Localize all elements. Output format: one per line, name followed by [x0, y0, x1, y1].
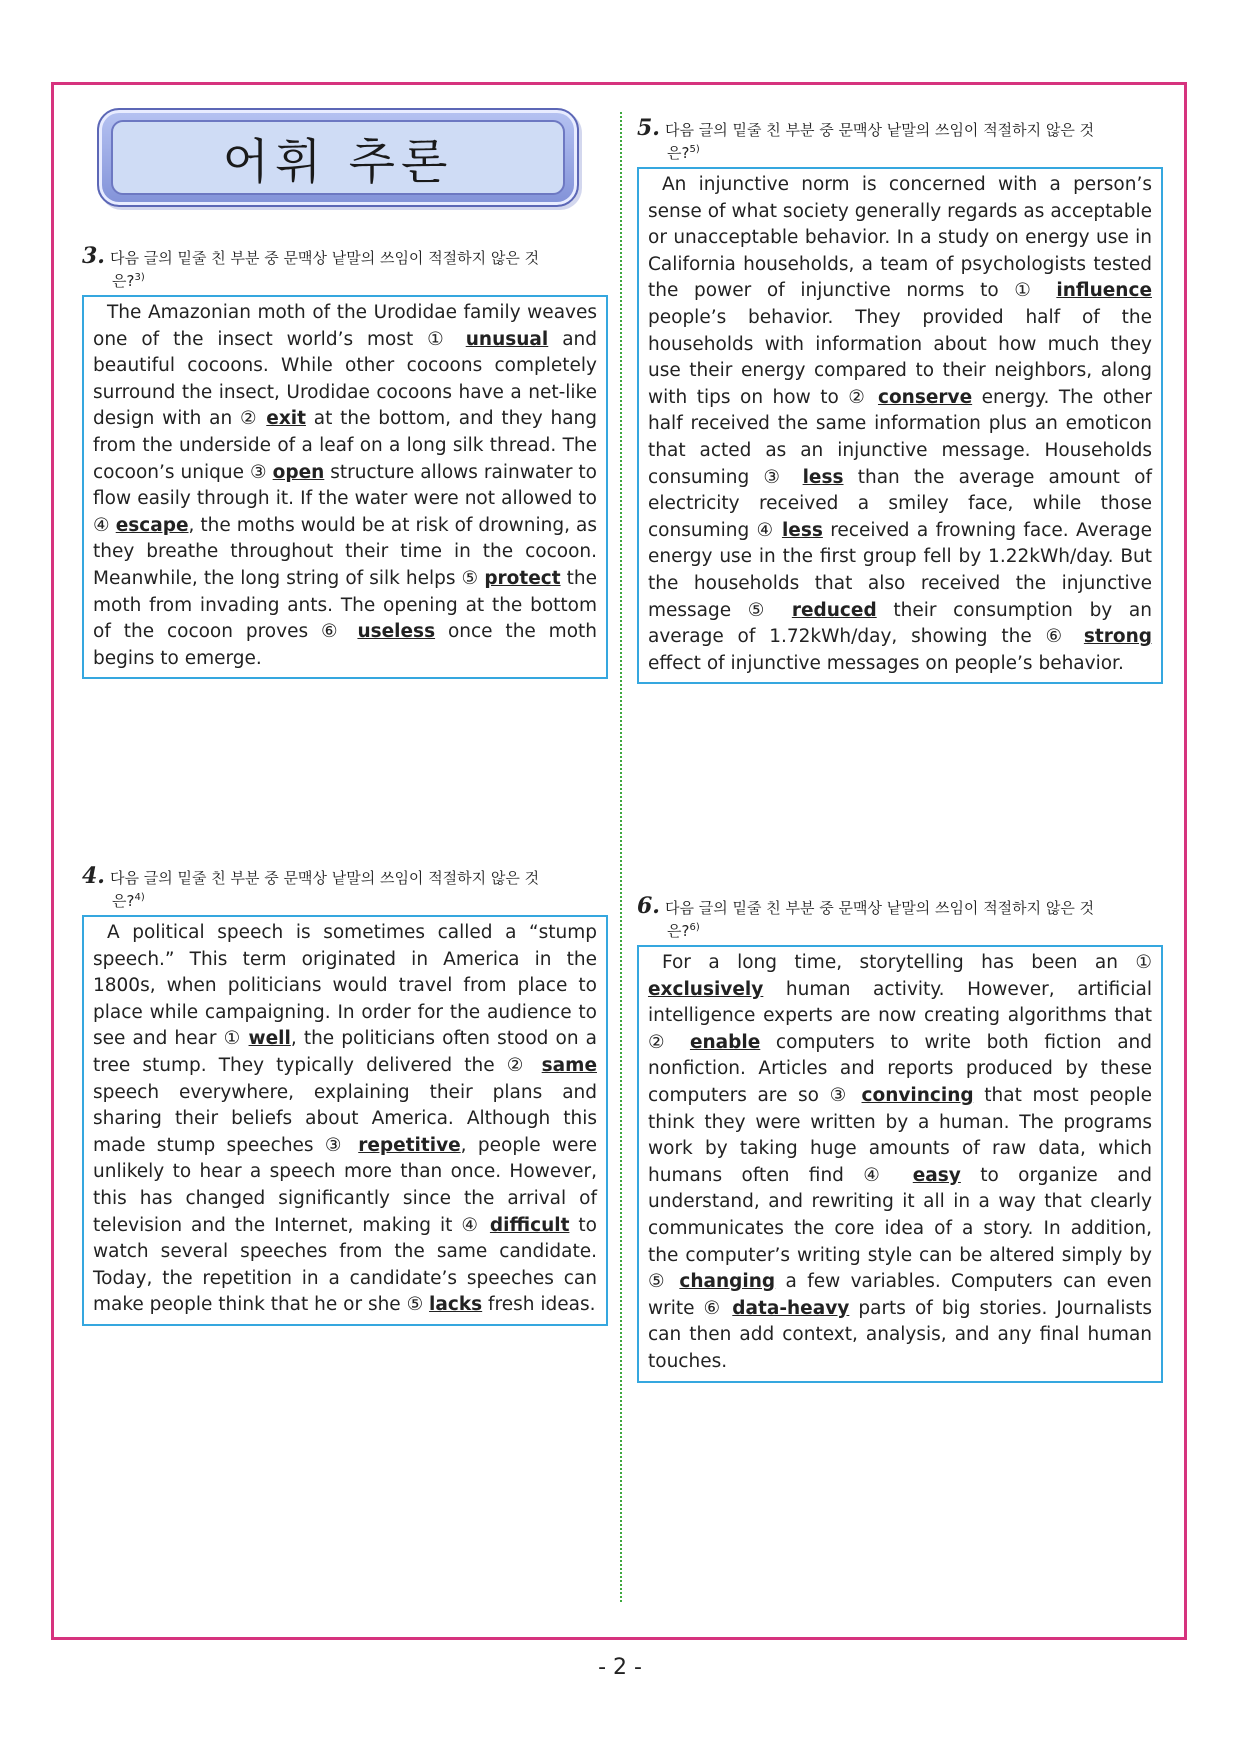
underlined-word: well	[248, 1028, 291, 1050]
passage-text: For a long time, storytelling has been an ①	[662, 952, 1152, 973]
passage-text: to organize and understand, and rewriting it all in a way that clearly communicates the core idea of a story. In addition, the computer’s writing style can be altered simply by ⑤	[648, 1164, 1152, 1293]
passage-text: , the politicians often stood on a tree stump. They typically delivered the ②	[93, 1028, 597, 1076]
title-banner-inner	[111, 120, 565, 195]
underlined-word: same	[541, 1054, 597, 1076]
prompt-text-cont: 은?	[667, 922, 690, 940]
passage-text: once the moth begins to emerge.	[93, 621, 597, 669]
passage-text: people’s behavior. They provided half of the households with information about how much they use their energy compared to their neighbors, along with tips on how to ②	[648, 306, 1152, 408]
passage-text: a few variables. Computers can even write ⑥	[648, 1271, 1153, 1319]
question-4	[82, 863, 608, 1326]
question-prompt	[637, 115, 1163, 163]
passage-text: to watch several speeches from the same candidate. Today, the repetition in a candidate’s speeches can make people think that he or she ⑤	[93, 1214, 597, 1316]
footnote-ref: 3)	[134, 272, 145, 283]
underlined-word: escape	[115, 514, 189, 536]
passage-text: The Amazonian moth of the Urodidae family weaves one of the insect world’s most ①	[93, 302, 597, 350]
underlined-word: open	[272, 461, 325, 483]
passage-box	[637, 167, 1163, 684]
passage-text: effect of injunctive messages on people’s behavior.	[648, 652, 1124, 674]
question-number: 6.	[637, 893, 660, 919]
underlined-word: unusual	[465, 328, 549, 350]
question-3	[82, 243, 608, 679]
question-prompt	[637, 893, 1163, 941]
underlined-word: conserve	[877, 386, 973, 408]
passage-text: that most people think they were written by a human. The programs work by taking huge amounts of raw data, which humans often find ④	[648, 1084, 1153, 1186]
question-6	[637, 893, 1163, 1383]
underlined-word: changing	[679, 1271, 776, 1293]
page-title: 어휘 추론	[222, 134, 454, 190]
title-banner	[97, 108, 579, 207]
passage-text: at the bottom, and they hang from the underside of a leaf on a long silk thread. The cocoon’s unique ③	[93, 408, 597, 483]
question-prompt	[82, 863, 608, 911]
passage-text: energy. The other half received the same information plus an emoticon that acted as an injunctive message. Households consuming ③	[648, 386, 1153, 488]
passage-text: computers to write both fiction and nonfiction. Articles and reports produced by these computers are so ③	[648, 1031, 1152, 1106]
underlined-word: enable	[689, 1031, 761, 1053]
underlined-word: useless	[357, 621, 436, 643]
passage-text: structure allows rainwater to flow easily through it. If the water were not allowed to ④	[93, 461, 597, 536]
passage-text: than the average amount of electricity received a smiley face, while those consuming ④	[648, 466, 1152, 541]
page-number: - 2 -	[598, 1655, 642, 1680]
question-number: 4.	[82, 863, 105, 889]
question-prompt	[82, 243, 608, 291]
passage-text: An injunctive norm is concerned with a person’s sense of what society generally regards as acceptable or unacceptable behavior. In a study on energy use in California households, a team of psychologists tested the power of injunctive norms to ①	[648, 174, 1152, 302]
passage-text: parts of big stories. Journalists can then add context, analysis, and any final human touches.	[648, 1297, 1152, 1372]
underlined-word: strong	[1083, 626, 1152, 648]
footnote-ref: 6)	[689, 922, 700, 933]
passage-text: their consumption by an average of 1.72kWh/day, showing the ⑥	[648, 599, 1152, 648]
underlined-word: exit	[266, 408, 306, 430]
prompt-text: 다음 글의 밑줄 친 부분 중 문맥상 낱말의 쓰임이 적절하지 않은 것	[109, 869, 540, 887]
underlined-word: data-heavy	[732, 1297, 850, 1319]
underlined-word: protect	[484, 567, 561, 589]
passage-box	[82, 295, 608, 679]
passage-text: and beautiful cocoons. While other cocoons completely surround the insect, Urodidae cocoons have a net-like design with an ②	[93, 328, 597, 430]
prompt-text: 다음 글의 밑줄 친 부분 중 문맥상 낱말의 쓰임이 적절하지 않은 것	[664, 899, 1095, 917]
prompt-text: 다음 글의 밑줄 친 부분 중 문맥상 낱말의 쓰임이 적절하지 않은 것	[109, 249, 540, 267]
passage-text: fresh ideas.	[482, 1294, 596, 1316]
passage-text: human activity. However, artificial intelligence experts are now creating algorithms that ②	[648, 978, 1152, 1053]
passage-text: received a frowning face. Average energy use in the first group fell by 1.22kWh/day. But the households that also received the injunctive message ⑤	[648, 519, 1152, 621]
footnote-ref: 5)	[689, 144, 700, 155]
footnote-ref: 4)	[134, 892, 145, 903]
underlined-word: difficult	[489, 1214, 570, 1236]
underlined-word: less	[802, 466, 844, 488]
underlined-word: lacks	[429, 1294, 483, 1316]
passage-box	[82, 915, 608, 1326]
underlined-word: less	[781, 519, 823, 541]
question-number: 3.	[82, 243, 105, 269]
prompt-text-cont: 은?	[112, 892, 135, 910]
prompt-text-cont: 은?	[112, 272, 135, 290]
underlined-word: repetitive	[358, 1134, 461, 1156]
passage-text: the moth from invading ants. The opening at the bottom of the cocoon proves ⑥	[93, 567, 597, 643]
passage-text: , the moths would be at risk of drowning, as they breathe throughout their time in the cocoon. Meanwhile, the long string of silk helps ⑤	[93, 514, 597, 589]
question-5	[637, 115, 1163, 684]
underlined-word: exclusively	[648, 978, 764, 1000]
passage-text: speech everywhere, explaining their plans and sharing their beliefs about America. Although this made stump speeches ③	[93, 1081, 597, 1156]
passage-text: A political speech is sometimes called a “stump speech.” This term originated in America in the 1800s, when politicians would travel from place to place while campaigning. In order for the audience to see and hear ①	[93, 922, 597, 1050]
underlined-word: easy	[912, 1164, 961, 1186]
underlined-word: influence	[1056, 280, 1152, 302]
question-number: 5.	[637, 115, 660, 141]
prompt-text: 다음 글의 밑줄 친 부분 중 문맥상 낱말의 쓰임이 적절하지 않은 것	[664, 121, 1095, 139]
passage-text: , people were unlikely to hear a speech more than once. However, this has changed significantly since the arrival of television and the Internet, making it ④	[93, 1134, 597, 1236]
prompt-text-cont: 은?	[667, 144, 690, 162]
column-divider	[620, 112, 622, 1602]
underlined-word: convincing	[861, 1084, 974, 1106]
passage-box	[637, 945, 1163, 1383]
underlined-word: reduced	[791, 599, 877, 621]
